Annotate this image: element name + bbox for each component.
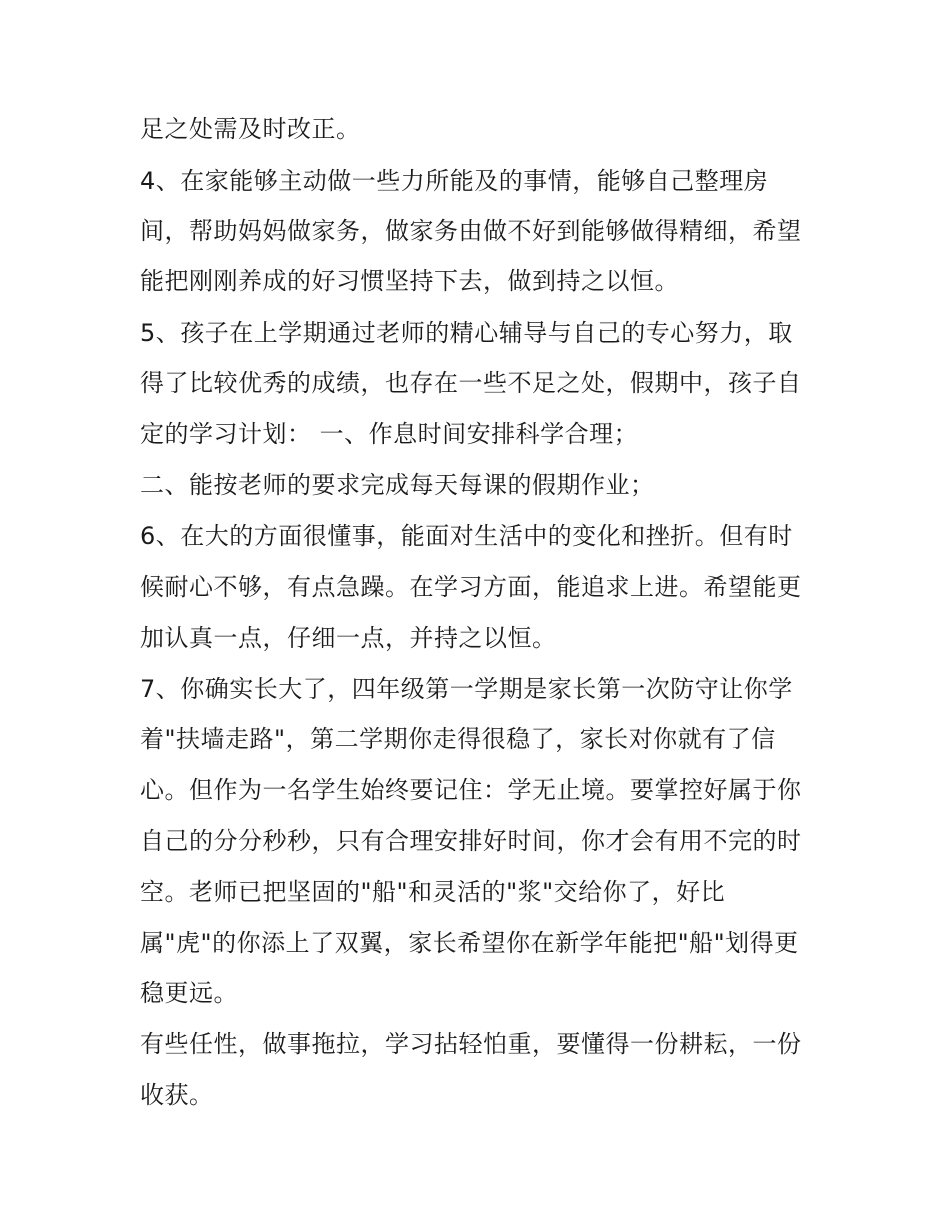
text-line: 能把刚刚养成的好习惯坚持下去，做到持之以恒。 xyxy=(140,267,679,295)
text-line: 间，帮助妈妈做家务，做家务由做不好到能够做得精细，希望 xyxy=(140,217,802,245)
text-line: 加认真一点，仔细一点，并持之以恒。 xyxy=(140,624,557,652)
text-line: 足之处需及时改正。 xyxy=(140,115,361,143)
text-line: 定的学习计划： 一、作息时间安排科学合理； xyxy=(140,420,639,448)
text-line: 心。但作为一名学生始终要记住：学无止境。要掌控好属于你 xyxy=(140,776,802,804)
text-line: 收获。 xyxy=(140,1081,214,1109)
text-line: 着"扶墙走路"，第二学期你走得很稳了，家长对你就有了信 xyxy=(140,725,776,753)
text-line: 空。老师已把坚固的"船"和灵活的"浆"交给你了，好比 xyxy=(140,878,726,906)
text-line: 二、能按老师的要求完成每天每课的假期作业； xyxy=(140,471,655,499)
text-line: 属"虎"的你添上了双翼，家长希望你在新学年能把"船"划得更 xyxy=(140,929,799,957)
text-line: 自己的分分秒秒，只有合理安排好时间，你才会有用不完的时 xyxy=(140,827,802,855)
text-line: 5、孩子在上学期通过老师的精心辅导与自己的专心努力，取 xyxy=(140,319,793,347)
text-line: 得了比较优秀的成绩，也存在一些不足之处，假期中，孩子自 xyxy=(140,369,802,397)
text-line: 候耐心不够，有点急躁。在学习方面，能追求上进。希望能更 xyxy=(140,573,802,601)
text-line: 有些任性，做事拖拉，学习拈轻怕重，要懂得一份耕耘，一份 xyxy=(140,1030,802,1058)
text-line: 7、你确实长大了，四年级第一学期是家长第一次防守让你学 xyxy=(140,675,793,703)
text-line: 稳更远。 xyxy=(140,979,238,1007)
text-line: 4、在家能够主动做一些力所能及的事情，能够自己整理房 xyxy=(140,167,769,195)
text-line: 6、在大的方面很懂事，能面对生活中的变化和挫折。但有时 xyxy=(140,522,793,550)
